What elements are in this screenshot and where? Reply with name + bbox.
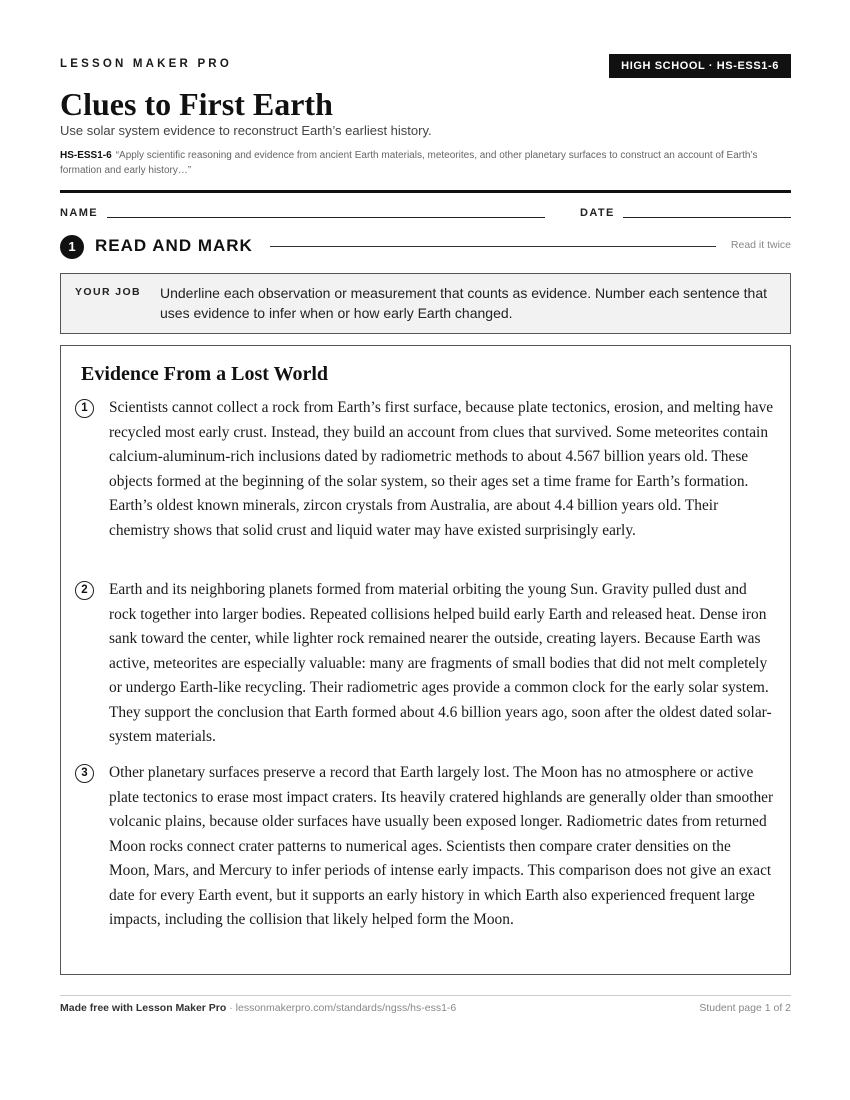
paragraph-text[interactable]: Scientists cannot collect a rock from Earth’s first surface, because plate tectonics, erosion, and melting have recycled most early crust. Instead, they build an account from clues that survived. Some meteorites contain calcium-aluminum-rich inclusions dated by radiometric methods to about 4.567 billion years old. These objects formed at the beginning of the solar system, so their ages set a time frame for Earth’s formation. Earth’s oldest known minerals, zircon crystals from Australia, are about 4.4 billion years old. Their chemistry shows that solid crust and liquid water may have existed surprisingly early.	[109, 399, 774, 539]
passage-title: Evidence From a Lost World	[81, 363, 329, 385]
name-field[interactable]	[107, 217, 545, 218]
name-date-row	[60, 205, 791, 223]
footer-credit: Made free with Lesson Maker Pro	[60, 1002, 227, 1014]
page-number: Student page 1 of 2	[699, 1002, 791, 1014]
paragraph	[75, 761, 775, 933]
section-number: 1	[60, 235, 84, 259]
page-title: Clues to First Earth	[60, 86, 333, 122]
paragraph-number: 3	[75, 764, 94, 783]
paragraph	[75, 396, 775, 543]
worksheet-page	[60, 0, 791, 1100]
footer-url[interactable]: · lessonmakerpro.com/standards/ngss/hs-ess1-6	[226, 1002, 457, 1014]
section-header	[60, 235, 791, 259]
top-bar	[60, 54, 791, 78]
paragraph-number: 2	[75, 581, 94, 600]
reading-passage	[60, 345, 791, 975]
footer-divider	[60, 995, 791, 996]
page-footer	[60, 1002, 791, 1014]
standard-text: “Apply scientific reasoning and evidence from ancient Earth materials, meteorites, and other planetary surfaces to construct an account of Earth’s formation and early history…”	[60, 150, 758, 176]
grade-standard-badge: HIGH SCHOOL · HS-ESS1-6	[609, 54, 791, 78]
section-title: READ AND MARK	[95, 236, 253, 255]
section-note: Read it twice	[730, 239, 791, 251]
paragraph-number: 1	[75, 399, 94, 418]
date-label: DATE	[580, 207, 615, 219]
brand-name: LESSON MAKER PRO	[60, 58, 232, 70]
section-rule	[270, 246, 716, 247]
standard-statement	[60, 148, 791, 178]
instructions-box	[60, 273, 791, 334]
name-label: NAME	[60, 207, 98, 219]
standard-code: HS-ESS1-6	[60, 150, 112, 161]
header-divider	[60, 190, 791, 193]
instructions-label: YOUR JOB	[75, 286, 142, 298]
paragraph-text[interactable]: Other planetary surfaces preserve a record that Earth largely lost. The Moon has no atmosphere or active plate tectonics to erase most impact craters. Its heavily cratered highlands are generally older than smoother volcanic plains, because older surfaces have usually been exposed longer. Radiometric dates from returned Moon rocks connect crater patterns to numerical ages. Scientists then compare crater densities on the Moon, Mars, and Mercury to infer periods of intense early impacts. This comparison does not give an exact date for every Earth event, but it supports an early history in which Earth also experienced frequent large impacts, including the collision that likely helped form the Moon.	[109, 764, 774, 928]
paragraph	[75, 578, 775, 750]
instructions-text: Underline each observation or measurement that counts as evidence. Number each sentence that uses evidence to infer when or how early Earth changed.	[160, 285, 768, 321]
date-field[interactable]	[623, 217, 791, 218]
paragraph-text[interactable]: Earth and its neighboring planets formed from material orbiting the young Sun. Gravity pulled dust and rock together into larger bodies. Repeated collisions helped build early Earth and released heat. Dense iron sank toward the center, while lighter rock remained nearer the outside, creating layers. Because Earth was active, meteorites are especially valuable: many are fragments of small bodies that did not melt completely or undergo Earth-like recycling. Their radiometric ages provide a common clock for the early solar system. They support the conclusion that Earth formed about 4.6 billion years ago, soon after the oldest dated solar-system materials.	[109, 581, 772, 745]
page-subtitle: Use solar system evidence to reconstruct Earth’s earliest history.	[60, 123, 432, 138]
